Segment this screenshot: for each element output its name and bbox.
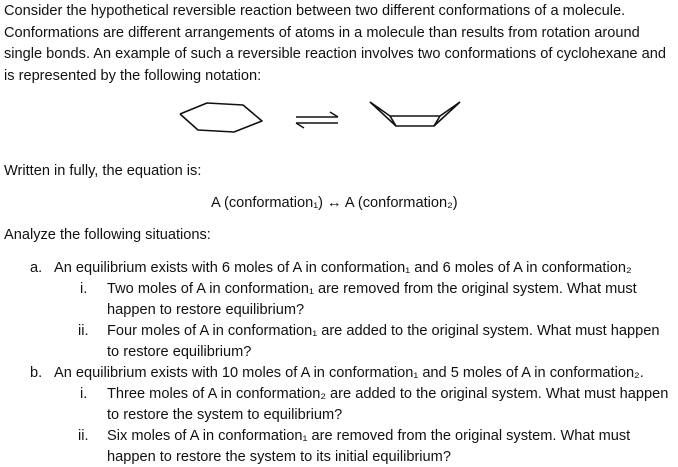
cyclohexane-boat-conformation-icon — [370, 102, 460, 126]
situation-b-i-marker: i. — [80, 386, 88, 402]
analyze-label: Analyze the following situations: — [4, 227, 211, 243]
equation: A (conformation₁) ↔ A (conformation₂) — [211, 195, 458, 211]
situation-a-text: An equilibrium exists with 6 moles of A in conformation₁ and 6 moles of A in conformation₂ — [54, 260, 632, 276]
situation-a-marker: a. — [30, 260, 43, 276]
written-label: Written in fully, the equation is: — [4, 163, 202, 179]
situation-b-text: An equilibrium exists with 10 moles of A in conformation₁ and 5 moles of A in conformation₂. — [54, 365, 644, 381]
situation-b-ii-marker: ii. — [78, 428, 89, 444]
situation-b-i-line2: to restore the system to equilibrium? — [107, 407, 343, 423]
equilibrium-arrows-icon — [296, 112, 338, 128]
situation-b-marker: b. — [30, 365, 43, 381]
situation-a-ii-line1: Four moles of A in conformation₁ are added to the original system. What must happen — [107, 323, 660, 339]
situation-a-ii-line2: to restore equilibrium? — [107, 344, 252, 360]
situation-a-i-marker: i. — [80, 281, 88, 297]
cyclohexane-chair-conformation-icon — [180, 103, 262, 132]
intro-paragraph: Consider the hypothetical reversible reaction between two different conformations of a molecule. Conformations are different arrangements of atoms in a molecule than results from rotation around single bonds. An example of such a reversible reaction involves two conformations of cyclohexane and is represented by the following notation: — [4, 3, 666, 84]
situation-a-i-line2: happen to restore equilibrium? — [107, 302, 305, 318]
situation-b-ii-line1: Six moles of A in conformation₁ are removed from the original system. What must — [107, 428, 631, 444]
situation-a-i-line1: Two moles of A in conformation₁ are removed from the original system. What must — [107, 281, 637, 297]
situation-a-ii-marker: ii. — [78, 323, 89, 339]
situation-b-i-line1: Three moles of A in conformation₂ are added to the original system. What must happen — [107, 386, 669, 402]
reaction-diagram — [170, 92, 470, 142]
situation-b-ii-line2: happen to restore the system to its initial equilibrium? — [107, 449, 451, 465]
